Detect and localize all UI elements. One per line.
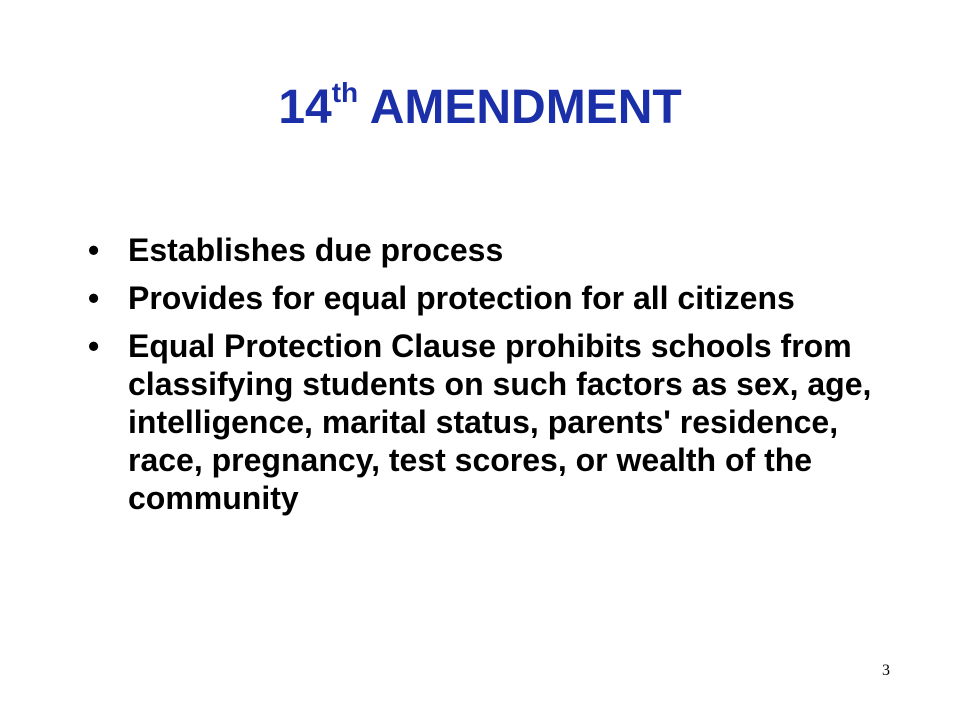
title-superscript: th	[331, 77, 359, 108]
title-text: AMENDMENT	[369, 81, 682, 134]
bullet-marker: •	[88, 280, 100, 316]
bullet-marker: •	[88, 232, 100, 268]
bullet-item-due-process	[88, 231, 908, 269]
bullet-item-equal-protection	[88, 279, 908, 317]
bullet-marker: •	[88, 328, 100, 364]
slide-title	[0, 78, 960, 138]
page-number: 3	[882, 662, 890, 679]
bullet-item-equal-protection-clause	[88, 327, 908, 517]
bullet-list	[88, 231, 908, 527]
title-number: 14	[278, 81, 332, 134]
bullet-text: Provides for equal protection for all citizens	[128, 280, 795, 316]
bullet-text: Establishes due process	[128, 232, 504, 268]
title-spacer	[358, 81, 370, 134]
bullet-text: Equal Protection Clause prohibits schools from classifying students on such factors as sex, age, intelligence, marital status, parents' residence, race, pregnancy, test scores, or wealth of the community	[128, 328, 872, 516]
